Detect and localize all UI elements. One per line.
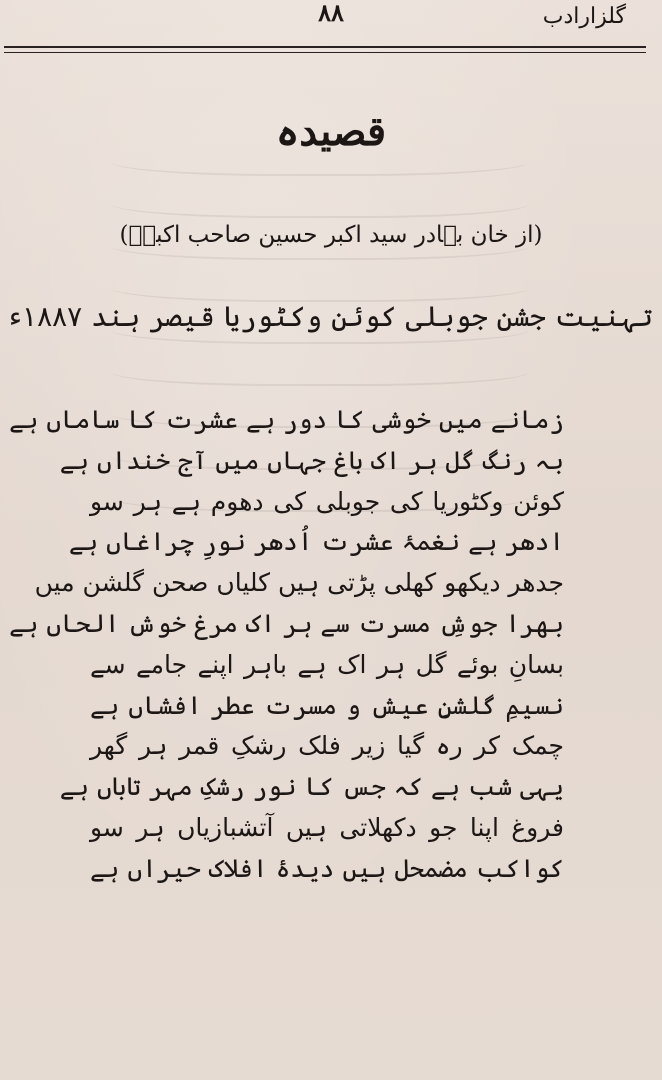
poem-title: قصیدہ [275, 108, 387, 155]
running-title: گلزارادب [542, 4, 626, 29]
verse-line: بھرا جوشِ مسرت سے ہر اک مرغ خوش الحاں ہے [9, 608, 564, 638]
poem-author: (از خان بہادر سید اکبر حسین صاحب اکبرؔ) [119, 222, 543, 248]
verse-list [9, 400, 565, 890]
verse-line: نسیمِ گلشنِ عیش و مسرت عطر افشاں ہے [90, 690, 564, 720]
verse-line: یہی شب ہے کہ جس کا نور رشکِ مہر تاباں ہے [59, 772, 564, 802]
verse-line: بسانِ بوئے گل ہر اک ہے باہر اپنے جامے سے [90, 649, 564, 679]
verse-line: فروغ اپنا جو دکھلاتی ہیں آتشبازیاں ہر سو [90, 812, 565, 842]
page-number: ۸۸ [318, 0, 344, 27]
page-header [0, 0, 662, 48]
header-rule-thick [4, 46, 646, 48]
verse-line: جدھر دیکھو کھلی پڑتی ہیں کلیاں صحن گلشن میں [34, 568, 564, 598]
verse-line: زمانے میں خوشی کا دور ہے عشرت کا ساماں ہے [9, 405, 564, 434]
verse-line: ادھر ہے نغمۂ عشرت اُدھر نورِ چراغاں ہے [68, 527, 564, 557]
verse-line: بہ رنگ گل ہر اک باغ جہاں میں آج خنداں ہے [59, 445, 564, 475]
header-rule-thin [4, 52, 646, 53]
verse-line: چمک کر رہ گیا زیر فلک رشکِ قمر ہر گھر [90, 731, 564, 761]
poem-subtitle: تہنیت جشن جوبلی کوئن وکٹوریا قیصر ہند ۱۸۸۷ء [8, 300, 654, 333]
verse-line: کوئن وکٹوریا کی جوبلی کی دھوم ہے ہر سو [90, 486, 564, 516]
verse-line: کواکب مضمحل ہیں دیدۂ افلاک حیراں ہے [90, 853, 564, 883]
